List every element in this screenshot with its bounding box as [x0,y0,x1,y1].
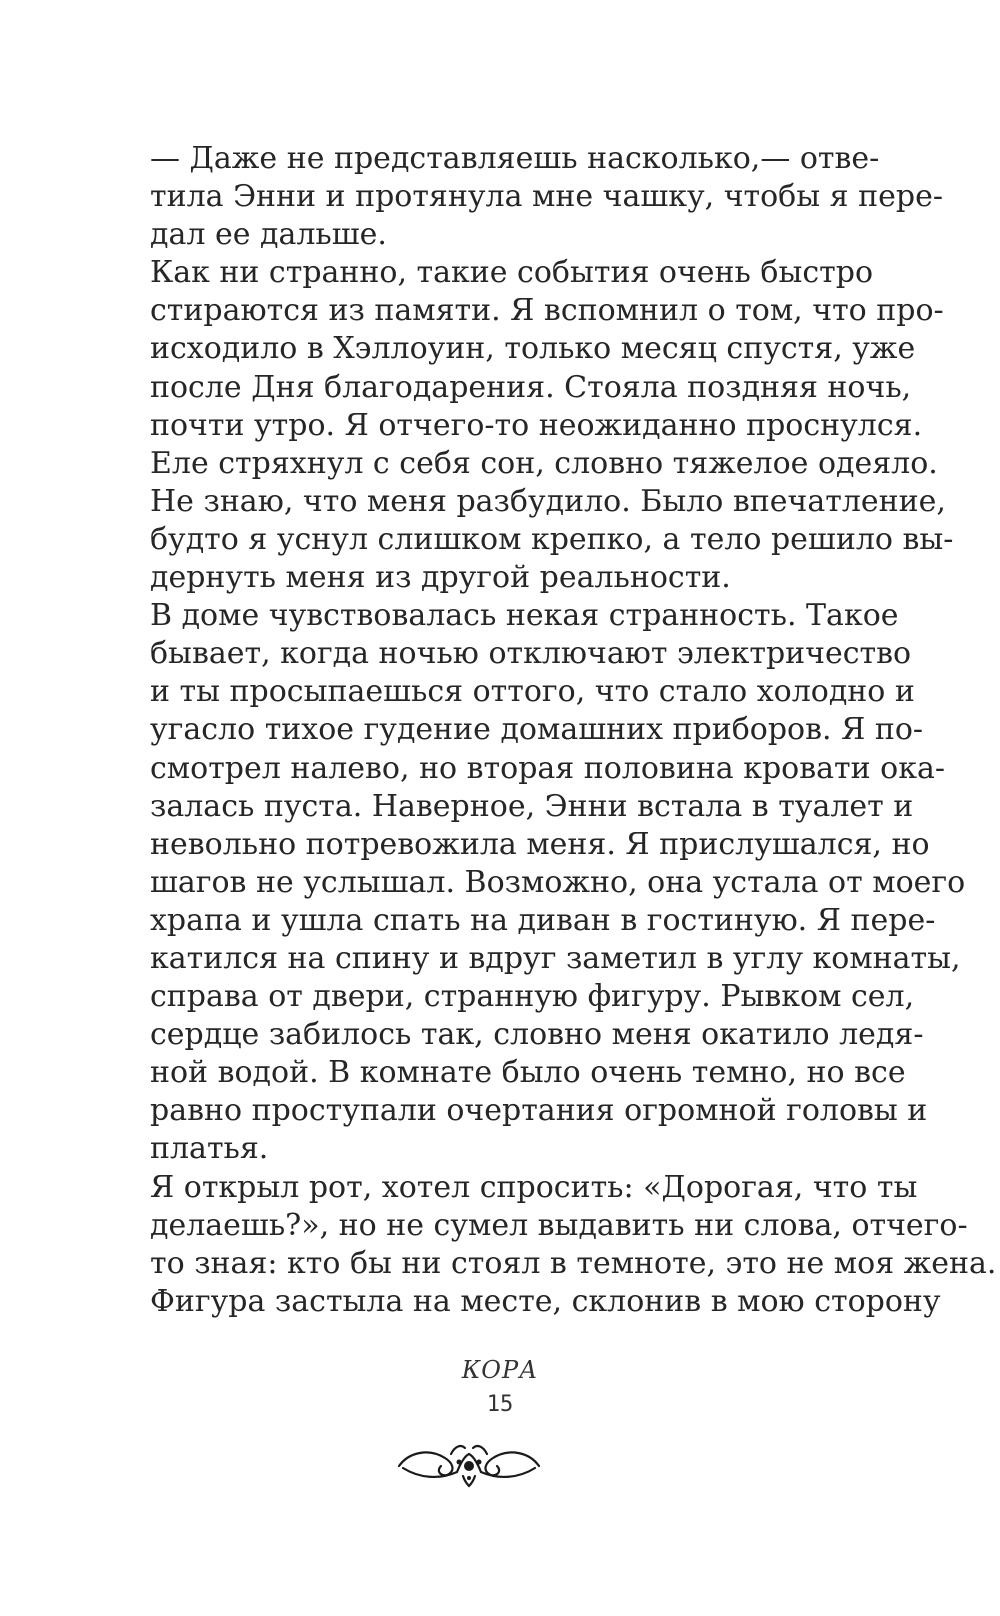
text-line: дал ее дальше. [150,217,387,253]
text-line: шагов не услышал. Возможно, она устала от моего [150,864,966,900]
text-line: равно проступали очертания огромной головы и [150,1093,928,1129]
text-line: невольно потревожила меня. Я прислушался, но [150,826,930,862]
text-line: справа от двери, странную фигуру. Рывком сел, [150,979,915,1015]
text-line: храпа и ушла спать на диван в гостиную. Я пере- [150,902,936,938]
text-line: Еле стряхнул с себя сон, словно тяжелое одеяло. [150,445,938,481]
text-line: Как ни странно, такие события очень быстро [150,255,874,291]
text-line: Я открыл рот, хотел спросить: «Дорогая, что ты [150,1169,918,1205]
text-line: Не знаю, что меня разбудило. Было впечатление, [150,483,946,519]
text-line: платья. [150,1131,269,1167]
text-line: В доме чувствовалась некая странность. Такое [150,598,899,634]
text-line: катился на спину и вдруг заметил в углу комнаты, [150,940,961,976]
text-line: и ты просыпаешься оттого, что стало холодно и [150,674,915,710]
text-line: дернуть меня из другой реальности. [150,560,731,596]
text-line: сердце забилось так, словно меня окатило ледя- [150,1017,924,1053]
text-line: делаешь?», но не сумел выдавить ни слова, отчего- [150,1207,968,1243]
text-line: стираются из памяти. Я вспомнил о том, что про- [150,293,944,329]
text-line: Фигура застыла на месте, склонив в мою сторону [150,1283,941,1319]
text-line: — Даже не представляешь насколько,— отве- [150,141,880,176]
text-line: будто я уснул слишком крепко, а тело решило вы- [150,521,954,557]
running-title: КОРА [461,1356,539,1384]
text-line: угасло тихое гудение домашних приборов. Я по- [150,712,924,748]
flourish-ornament-icon [395,1432,543,1492]
text-line: исходило в Хэллоуин, только месяц спустя, уже [150,331,916,367]
text-line: залась пуста. Наверное, Энни встала в туалет и [150,788,914,824]
text-line: бывает, когда ночью отключают электричество [150,636,912,672]
body-text [150,140,997,1321]
text-line: смотрел налево, но вторая половина кровати ока- [150,750,945,786]
text-line: почти утро. Я отчего-то неожиданно проснулся. [150,407,923,443]
text-line: тила Энни и протянула мне чашку, чтобы я пере- [150,179,943,215]
text-line: то зная: кто бы ни стоял в темноте, это не моя жена. [150,1245,997,1281]
page-number: 15 [486,1392,514,1417]
text-line: после Дня благодарения. Стояла поздняя ночь, [150,369,912,405]
text-line: ной водой. В комнате было очень темно, но все [150,1055,906,1091]
